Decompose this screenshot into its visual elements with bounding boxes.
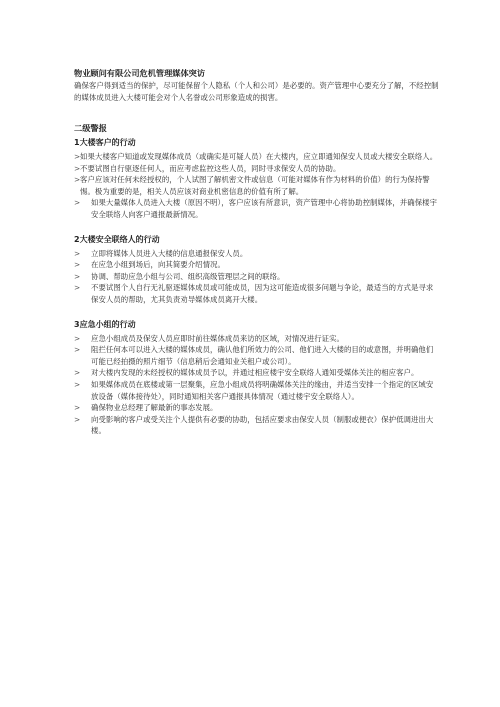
bullet-marker: >: [74, 260, 81, 270]
list-item: [74, 344, 440, 367]
section-list-emergency-team: [74, 333, 440, 437]
list-item-text: 对大楼内发现的未经授权的媒体成员予以，并通过相应楼宇安全联络人通知受媒体关注的相应客户。: [91, 368, 419, 378]
list-item: [74, 151, 440, 163]
list-item-text: 客户应该对任何未经授权的，个人试图了解机密文件或信息（可能对媒体有作为材料的价值）的行为保持警惕。极为重要的是，相关人员应该对商业机密信息的价值有所了解。: [80, 175, 430, 196]
list-item: [74, 414, 440, 437]
list-item-text: 应急小组成员及保安人员应即时前往媒体成员来访的区域，对情况进行证实。: [91, 333, 344, 343]
list-item-text: 在应急小组到场后，向其简要介绍情况。: [91, 260, 225, 270]
list-item: [74, 259, 440, 271]
section-list-security-liaison: [74, 248, 440, 306]
alert-level-heading: 二级警报: [74, 123, 107, 133]
list-item-text: 确保物业总经理了解最新的事态发展。: [91, 403, 218, 413]
bullet-marker: >: [74, 175, 81, 185]
bullet-marker: >: [74, 345, 81, 355]
list-item-text: 立即将媒体人员进入大楼的信息通报保安人员。: [91, 248, 248, 258]
list-item: [74, 248, 440, 260]
bullet-marker: >: [74, 414, 81, 424]
list-item-text: 不要试图自行驱逐任何人，而应考虑监控这些人员，同时寻求保安人员的协助。: [80, 163, 341, 173]
list-item: [74, 174, 440, 197]
section-list-building-clients: [74, 151, 440, 221]
bullet-marker: >: [74, 198, 81, 208]
bullet-marker: >: [74, 152, 81, 161]
section-heading-emergency-team: 3应急小组的行动: [74, 319, 136, 329]
list-item: [74, 163, 440, 175]
section-heading-security-liaison: 2大楼安全联络人的行动: [74, 234, 160, 244]
list-item-text: 不要试图个人自行无礼驱逐媒体成员或可能成员，因为这可能造成很多问题与争论，最适当的方式是寻求保安人员的帮助，尤其负责劝导媒体成员离开大楼。: [91, 283, 434, 304]
bullet-marker: >: [74, 368, 81, 378]
list-item: [74, 379, 440, 402]
document-title: 物业顾问有限公司危机管理媒体突访: [74, 68, 206, 78]
bullet-marker: >: [74, 283, 81, 293]
list-item-text: 阻拦任何本可以进入大楼的媒体成员，确认他们所效力的公司、他们进入大楼的目的或意图，并明确他们可能已经拍摄的照片细节（信息稍后会通知业关租户或公司）。: [91, 345, 434, 366]
list-item: [74, 282, 440, 305]
bullet-marker: >: [74, 248, 81, 258]
list-item-text: 如果大楼客户知道或发现媒体成员（或确实是可疑人员）在大楼内，应立即通知保安人员或大楼安全联络人。: [80, 152, 438, 161]
list-item-text: 向受影响的客户或受关注个人提供有必要的协助，包括应要求由保安人员（制服或便衣）保护低调进出大楼。: [91, 414, 434, 436]
list-item: [74, 367, 440, 379]
list-item: [74, 402, 440, 414]
list-item: [74, 271, 440, 283]
bullet-marker: >: [74, 163, 81, 173]
section-heading-building-clients: 1大楼客户的行动: [74, 138, 136, 147]
list-item-text: 协调、帮助应急小组与公司、组织高级管理层之间的联络。: [91, 271, 285, 281]
list-item-text: 如果大量媒体人员进入大楼（原因不明），客户应该有所意识，资产管理中心将协助控制媒体，并确保楼宇安全联络人向客户通报最新情况。: [91, 198, 438, 219]
bullet-marker: >: [74, 271, 81, 281]
bullet-marker: >: [74, 333, 81, 343]
list-item-text: 如果媒体成员在底楼或第一层聚集，应急小组成员将明确媒体关注的缘由，并适当安排一个指定的区域安放设备（媒体接待处），同时通知相关客户通报具体情况（通过楼宇安全联络人）。: [91, 379, 434, 401]
list-item: [74, 333, 440, 345]
intro-paragraph: 确保客户得到适当的保护，尽可能保留个人隐私（个人和公司）是必要的。资产管理中心要充分了解，不经控制的媒体成员进入大楼可能会对个人名誉或公司形象造成的损害。: [74, 81, 439, 102]
bullet-marker: >: [74, 403, 81, 413]
bullet-marker: >: [74, 379, 81, 389]
list-item: [74, 197, 440, 220]
